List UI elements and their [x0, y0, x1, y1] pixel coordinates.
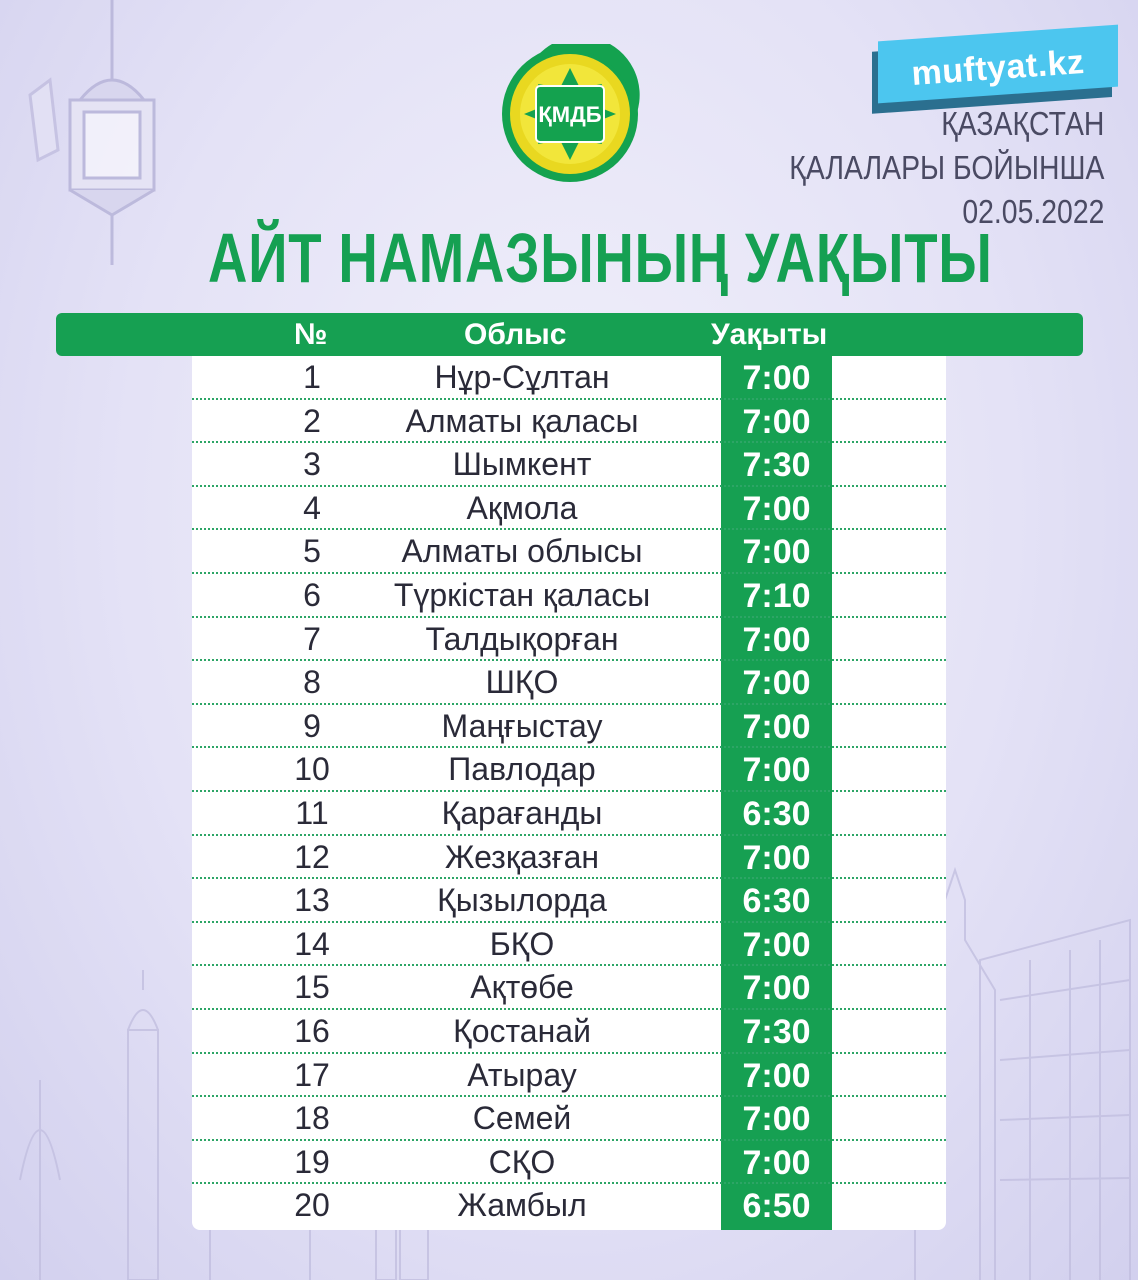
table-row — [192, 530, 946, 574]
header-time: Уақыты — [711, 318, 828, 351]
row-region: Атырау — [467, 1056, 577, 1093]
table-row — [192, 1010, 946, 1054]
table-row — [192, 618, 946, 662]
row-region: Түркістан қаласы — [393, 577, 651, 613]
row-time: 7:00 — [742, 707, 811, 746]
header-num: № — [294, 318, 328, 351]
brand-site-label: muftyat.kz — [910, 42, 1086, 93]
row-time: 7:00 — [742, 838, 811, 877]
row-region: Маңғыстау — [441, 707, 603, 744]
row-number: 20 — [294, 1187, 330, 1224]
header-region: Облыс — [464, 318, 567, 351]
row-number: 18 — [294, 1100, 330, 1137]
table-row — [192, 487, 946, 531]
table-row — [192, 661, 946, 705]
row-number: 2 — [303, 402, 321, 439]
row-number: 17 — [294, 1056, 330, 1093]
row-time: 7:00 — [742, 1056, 811, 1095]
row-number: 14 — [294, 925, 330, 962]
table-row — [192, 792, 946, 836]
row-region: Павлодар — [448, 751, 596, 788]
row-region: Ақмола — [466, 489, 578, 526]
table-row — [192, 443, 946, 487]
row-time: 7:30 — [742, 1013, 811, 1051]
row-number: 13 — [294, 882, 330, 919]
table-row — [192, 923, 946, 967]
row-region: Жезқазған — [444, 838, 600, 875]
row-time: 7:00 — [742, 969, 811, 1008]
table-row — [192, 748, 946, 792]
table-row — [192, 1097, 946, 1141]
row-time: 7:00 — [742, 1143, 811, 1182]
row-time: 7:00 — [742, 533, 811, 572]
row-region: Семей — [472, 1100, 572, 1137]
row-region: Қостанай — [453, 1013, 591, 1049]
row-time: 7:00 — [742, 620, 811, 659]
row-region: Жамбыл — [457, 1187, 587, 1224]
buildings-silhouette-right — [915, 870, 1130, 1280]
row-region: Талдықорған — [425, 620, 619, 657]
row-time: 7:30 — [742, 446, 811, 485]
table-row — [192, 705, 946, 749]
subtitle-line1: ҚАЗАҚСТАН — [940, 105, 1104, 142]
row-number: 12 — [294, 838, 330, 875]
row-number: 16 — [294, 1013, 330, 1049]
table-row — [192, 966, 946, 1010]
row-region: Алматы қаласы — [405, 402, 639, 439]
table-row — [192, 574, 946, 618]
page-title: АЙТ НАМАЗЫНЫҢ УАҚЫТЫ — [208, 219, 993, 297]
row-region: Қызылорда — [437, 882, 607, 919]
subtitle-date: 02.05.2022 — [961, 193, 1104, 230]
row-region: Қарағанды — [441, 795, 603, 831]
row-time: 7:00 — [742, 359, 811, 397]
row-region: Нұр-Сұлтан — [434, 359, 610, 395]
row-number: 15 — [294, 969, 330, 1006]
row-number: 9 — [303, 707, 321, 744]
row-number: 11 — [295, 795, 329, 831]
row-number: 7 — [303, 620, 321, 657]
row-number: 10 — [294, 751, 330, 788]
subtitle-line2: ҚАЛАЛАРЫ БОЙЫНША — [788, 149, 1104, 186]
row-time: 6:50 — [742, 1187, 811, 1226]
row-time: 6:30 — [742, 882, 811, 921]
row-time: 6:30 — [742, 795, 811, 833]
row-region: Ақтөбе — [470, 969, 574, 1006]
row-number: 5 — [303, 533, 321, 570]
row-time: 7:00 — [742, 925, 811, 964]
table-row — [192, 879, 946, 923]
table-row — [192, 836, 946, 880]
row-number: 6 — [303, 577, 321, 613]
row-region: БҚО — [489, 925, 555, 962]
row-time: 7:00 — [742, 402, 811, 441]
logo-text: ҚМДБ — [538, 102, 602, 127]
row-region: Шымкент — [452, 446, 592, 483]
table-row — [192, 1184, 946, 1228]
row-time: 7:00 — [742, 1100, 811, 1139]
table-row — [192, 356, 946, 400]
table-row — [192, 1141, 946, 1185]
table-row — [192, 400, 946, 444]
row-number: 1 — [303, 359, 321, 395]
table-row — [192, 1054, 946, 1098]
row-number: 19 — [294, 1143, 330, 1180]
row-time: 7:00 — [742, 489, 811, 528]
lantern-icon — [30, 0, 154, 265]
row-time: 7:00 — [742, 664, 811, 703]
row-number: 4 — [303, 489, 321, 526]
table-header — [56, 313, 1083, 356]
row-time: 7:10 — [742, 577, 811, 615]
row-number: 8 — [303, 664, 321, 701]
subtitle — [738, 102, 1104, 234]
row-time: 7:00 — [742, 751, 811, 790]
row-region: ШҚО — [485, 664, 559, 701]
row-region: СҚО — [488, 1143, 556, 1180]
logo — [500, 44, 640, 184]
row-number: 3 — [303, 446, 321, 483]
row-region: Алматы облысы — [401, 533, 643, 570]
